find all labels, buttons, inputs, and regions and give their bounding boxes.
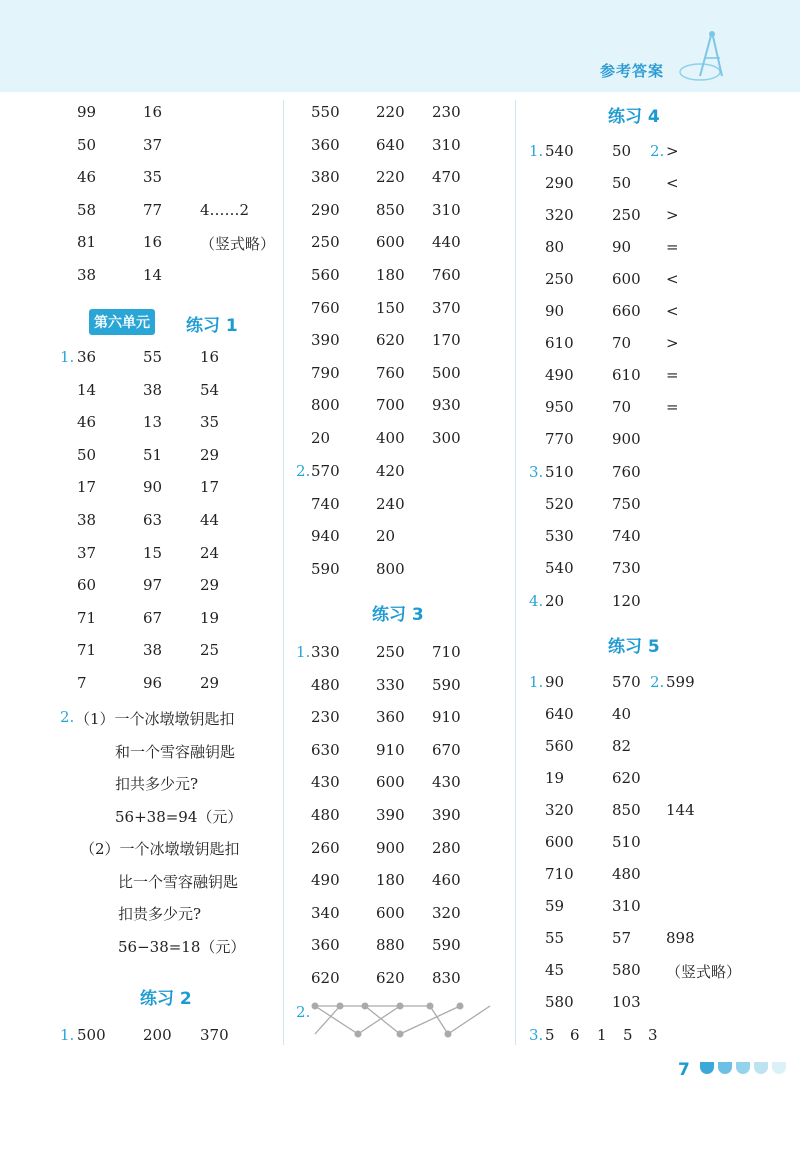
col3-q1-cell: 50 [612,174,632,192]
col2-cell: 150 [376,298,405,317]
col3-q1-cell: 90 [612,238,632,256]
col1-ex1-cell: 24 [200,543,220,562]
col1-ex1-cell: 97 [143,576,163,595]
col2-cell: 470 [432,168,461,187]
col2-ex3-cell: 330 [311,643,340,661]
col1-ex1-cell: 13 [143,413,163,432]
col1-ex1-cell: 14 [77,380,97,399]
col2-cell: 380 [311,168,340,187]
col3-q1-cell: 290 [545,174,574,192]
col3-q1-cell: > [666,334,679,352]
col2-ex3-cell: 910 [376,740,405,759]
col3-q1-cell: 950 [545,398,574,416]
col1-top-cell: 99 [77,103,97,121]
col3-q1-cell: 600 [612,270,641,288]
col1-ex1-cell: 37 [77,543,97,562]
exercise-2-title: 练习 2 [140,989,192,1009]
col2-ex3-cell: 340 [311,903,340,922]
q2-text-line: （1）一个冰墩墩钥匙扣 [75,710,235,728]
col3-ex5-cell: 580 [545,993,574,1011]
col3-ex5-cell: 480 [612,865,641,883]
col2-cell: 400 [376,429,405,447]
col3-q1-cell: 320 [545,206,574,224]
col2-ex3-cell: 330 [376,675,405,694]
col1-ex1-cell: 38 [143,380,163,399]
col1-ex1-cell: 29 [200,674,220,692]
col2-ex3-cell: 620 [376,969,405,987]
col1-ex1-cell: 15 [143,543,163,562]
col1-ex1-cell: 17 [200,478,220,497]
col3-ex5-cell: 510 [612,833,641,851]
match-dot-top-2 [337,1003,344,1010]
col2-ex3-cell: 430 [311,773,340,792]
col2-q2-cell: 240 [376,494,405,513]
column-divider-1 [283,100,284,1045]
exercise-5-title: 练习 5 [608,637,660,657]
col2-q2-cell: 20 [376,527,396,546]
col3-q1-cell: 610 [545,334,574,352]
ex5-q3-cell: 3 [648,1026,658,1044]
ex4-q4-cell: 20 [545,592,565,610]
col1-top-cell: 35 [143,168,163,186]
col2-ex3-cell: 670 [432,740,461,759]
match-dot-top-6 [457,1003,464,1010]
col3-q1-cell: = [666,366,679,384]
col3-ex5-cell: 40 [612,705,632,723]
q2-text-line: 比一个雪容融钥匙 [118,872,239,891]
col3-ex5-cell: 600 [545,833,574,851]
col1-ex1-cell: 71 [77,608,97,627]
col2-cell: 930 [432,396,461,415]
col1-ex1-cell: 54 [200,380,220,399]
col2-cell: 600 [376,233,405,252]
col3-q1-cell: 80 [545,238,565,256]
col2-q2-cell: 570 [311,462,340,480]
col3-q1-cell: 250 [545,270,574,288]
col2-ex3-cell: 280 [432,838,461,857]
col3-q1-cell: = [666,398,679,416]
unit-badge: 第六单元 [89,309,155,335]
col3-q1-cell: < [666,270,679,288]
col3-q1-cell: = [666,238,679,256]
page-header-title: 参考答案 [600,62,665,80]
col2-cell: 550 [311,103,340,121]
col2-ex3-cell: 230 [311,708,340,727]
col1-ex1-cell: 16 [200,348,220,366]
col3-ex5-cell: 599 [666,673,695,691]
col2-cell: 500 [432,363,461,382]
col3-q1-cell: 70 [612,398,632,416]
col3-ex5-cell: 850 [612,801,641,819]
q2-text-line: （2）一个冰墩墩钥匙扣 [80,840,240,858]
col3-q1-cell: > [666,142,679,160]
col3-ex5-cell: 570 [612,673,641,691]
col1-ex1-cell: 46 [77,413,97,432]
ex2-cell: 370 [200,1026,229,1044]
col2-cell: 290 [311,200,340,219]
q2-number: 2. [60,708,75,726]
col2-cell: 20 [311,429,331,447]
col3-ex5-cell: 620 [612,769,641,787]
deco-dot [772,1062,786,1074]
col2-ex3-cell: 460 [432,871,461,890]
col3-q3-cell: 530 [545,527,574,545]
col3-ex5-cell: 710 [545,865,574,883]
col2-ex3-cell: 900 [376,838,405,857]
col2-ex3-cell: 620 [311,969,340,987]
col2-cell: 760 [376,363,405,382]
ex4-q3-number: 3. [529,463,544,481]
match-dot-bottom-1 [355,1031,362,1038]
col3-q1-cell: < [666,302,679,320]
col2-ex3-cell: 360 [311,936,340,955]
deco-dot [736,1062,750,1074]
ex2-q1-number: 1. [60,1026,75,1044]
q2-text-line: 56−38=18（元） [118,937,246,956]
col1-top-cell: 4……2 [200,200,250,219]
col1-ex1-cell: 71 [77,641,97,660]
col2-ex3-cell: 710 [432,643,461,661]
col3-ex5-cell: （竖式略） [666,963,742,981]
match-dot-top-5 [427,1003,434,1010]
col3-q1-cell: 50 [612,142,632,160]
col1-ex1-cell: 36 [77,348,97,366]
q2-text-line: 和一个雪容融钥匙 [115,742,236,761]
col2-cell: 220 [376,168,405,187]
ex3-q1-number: 1. [296,643,311,661]
col3-q3-cell: 760 [612,463,641,481]
col1-ex1-cell: 29 [200,576,220,595]
col3-ex5-cell: 580 [612,961,641,979]
q2-text-line: 扣贵多少元? [118,905,202,923]
col2-cell: 250 [311,233,340,252]
col1-top-cell: 81 [77,233,97,251]
ex5-q2-number: 2. [650,673,665,691]
col2-cell: 310 [432,135,461,154]
col3-ex5-cell: 310 [612,897,641,915]
col2-cell: 170 [432,331,461,350]
col2-cell: 310 [432,200,461,219]
col3-ex5-cell: 640 [545,705,574,723]
col2-ex3-cell: 910 [432,708,461,727]
col2-cell: 800 [311,396,340,415]
col2-q2-number: 2. [296,462,311,480]
col3-ex5-cell: 82 [612,737,632,755]
col2-ex3-cell: 390 [376,806,405,824]
col1-top-cell: 16 [143,233,163,251]
col3-ex5-cell: 57 [612,929,632,947]
col2-cell: 850 [376,200,405,219]
match-dot-top-3 [362,1003,369,1010]
col1-ex1-cell: 90 [143,478,163,497]
match-dot-bottom-2 [397,1031,404,1038]
ex4-q1-number: 1. [529,142,544,160]
col3-q1-cell: 70 [612,334,632,352]
col1-ex1-cell: 17 [77,478,97,497]
col2-q2-cell: 420 [376,462,405,480]
col2-ex3-cell: 430 [432,773,461,792]
col2-ex3-cell: 480 [311,675,340,694]
col3-q1-cell: 660 [612,302,641,320]
col1-ex1-cell: 50 [77,445,97,464]
match-dot-top-1 [312,1003,319,1010]
col3-ex5-cell: 45 [545,961,565,979]
col1-ex1-cell: 25 [200,641,220,660]
ex2-cell: 200 [143,1026,172,1044]
col1-top-cell: 37 [143,135,163,154]
col3-ex5-cell: 560 [545,737,574,755]
ex5-q3-number: 3. [529,1026,544,1044]
ex5-q3-cell: 1 [597,1026,607,1044]
col1-top-cell: 50 [77,135,97,154]
ex4-q4-number: 4. [529,592,544,610]
col1-ex1-cell: 51 [143,445,163,464]
col2-cell: 620 [376,331,405,350]
page-number: 7 [678,1060,690,1080]
col2-ex3-cell: 590 [432,936,461,955]
q1-number: 1. [60,348,75,366]
col1-top-cell: 77 [143,200,163,219]
col1-ex1-cell: 38 [77,511,97,529]
col2-cell: 230 [432,103,461,121]
col2-cell: 560 [311,266,340,284]
col1-top-cell: 46 [77,168,97,186]
col1-ex1-cell: 29 [200,445,220,464]
deco-dot [700,1062,714,1074]
col2-cell: 360 [311,135,340,154]
col2-ex3-cell: 180 [376,871,405,890]
col2-q2-cell: 800 [376,559,405,578]
col3-q1-cell: 90 [545,302,565,320]
col1-ex1-cell: 35 [200,413,220,432]
column-divider-2 [515,100,516,1045]
match-dot-bottom-3 [445,1031,452,1038]
col3-q1-cell: 770 [545,430,574,448]
col1-ex1-cell: 19 [200,608,220,627]
col1-top-cell: 14 [143,265,163,284]
col3-ex5-cell: 898 [666,929,695,947]
col2-ex3-cell: 880 [376,936,405,955]
col2-q2-cell: 940 [311,527,340,546]
exercise-1-title: 练习 1 [186,316,238,336]
col1-ex1-cell: 96 [143,674,163,692]
col2-ex3-cell: 630 [311,740,340,759]
ex5-q1-number: 1. [529,673,544,691]
col1-ex1-cell: 67 [143,608,163,627]
col1-ex1-cell: 63 [143,511,163,529]
q2-text-line: 扣共多少元? [115,775,199,793]
col3-q3-cell: 750 [612,495,641,513]
col2-cell: 640 [376,135,405,154]
ex5-q3-cell: 5 [545,1026,555,1044]
col3-ex5-cell: 19 [545,769,565,787]
col2-ex3-cell: 480 [311,806,340,824]
col3-q3-cell: 730 [612,559,641,577]
col3-q1-cell: 540 [545,142,574,160]
deco-dot [718,1062,732,1074]
col2-cell: 440 [432,233,461,252]
matching-diagram [310,998,495,1042]
col3-q1-cell: 900 [612,430,641,448]
col1-top-cell: 16 [143,103,163,121]
col2-ex3-cell: 360 [376,708,405,727]
col3-q3-cell: 510 [545,463,574,481]
col2-q2-cell: 590 [311,559,340,578]
col1-top-cell: （竖式略） [200,235,276,253]
col1-ex1-cell: 44 [200,511,220,529]
exercise-4-title: 练习 4 [608,107,660,127]
col2-ex3-cell: 600 [376,773,405,792]
col3-q1-cell: 490 [545,366,574,384]
col2-cell: 390 [311,331,340,350]
deco-dot [754,1062,768,1074]
col2-cell: 370 [432,298,461,317]
col3-q1-cell: 250 [612,206,641,224]
col3-q3-cell: 540 [545,559,574,577]
col2-cell: 790 [311,363,340,382]
col2-cell: 300 [432,429,461,447]
exercise-3-title: 练习 3 [372,605,424,625]
col3-q3-cell: 740 [612,527,641,545]
col1-ex1-cell: 60 [77,576,97,595]
col3-q1-cell: < [666,174,679,192]
ex5-q3-cell: 5 [623,1026,633,1044]
col3-q1-cell: > [666,206,679,224]
col3-ex5-cell: 59 [545,897,565,915]
col2-cell: 760 [432,266,461,284]
col2-ex3-cell: 830 [432,969,461,987]
col2-ex3-cell: 320 [432,903,461,922]
col3-ex5-cell: 55 [545,929,565,947]
col2-ex3-cell: 600 [376,903,405,922]
col2-ex3-cell: 250 [376,643,405,661]
col3-ex5-cell: 320 [545,801,574,819]
col2-ex3-cell: 490 [311,871,340,890]
ex4-q2-number: 2. [650,142,665,160]
match-dot-top-4 [397,1003,404,1010]
compass-icon [678,28,738,84]
col1-ex1-cell: 55 [143,348,163,366]
ex2-cell: 500 [77,1026,106,1044]
ex3-q2-number: 2. [296,1003,311,1021]
q2-text-line: 56+38=94（元） [115,807,243,826]
col2-ex3-cell: 590 [432,675,461,694]
col2-cell: 220 [376,103,405,121]
col2-cell: 180 [376,266,405,284]
col1-top-cell: 58 [77,200,97,219]
col3-ex5-cell: 144 [666,801,695,819]
col3-q1-cell: 610 [612,366,641,384]
col3-ex5-cell: 103 [612,993,641,1011]
ex5-q3-cell: 6 [570,1026,580,1044]
col3-q3-cell: 520 [545,495,574,513]
col2-ex3-cell: 260 [311,838,340,857]
header-wave-decoration [0,82,800,96]
ex4-q4-cell: 120 [612,592,641,610]
col2-q2-cell: 740 [311,494,340,513]
col2-cell: 760 [311,298,340,317]
col1-ex1-cell: 7 [77,674,87,692]
col1-top-cell: 38 [77,265,97,284]
col2-cell: 700 [376,396,405,415]
col3-ex5-cell: 90 [545,673,565,691]
col2-ex3-cell: 390 [432,806,461,824]
col1-ex1-cell: 38 [143,641,163,660]
